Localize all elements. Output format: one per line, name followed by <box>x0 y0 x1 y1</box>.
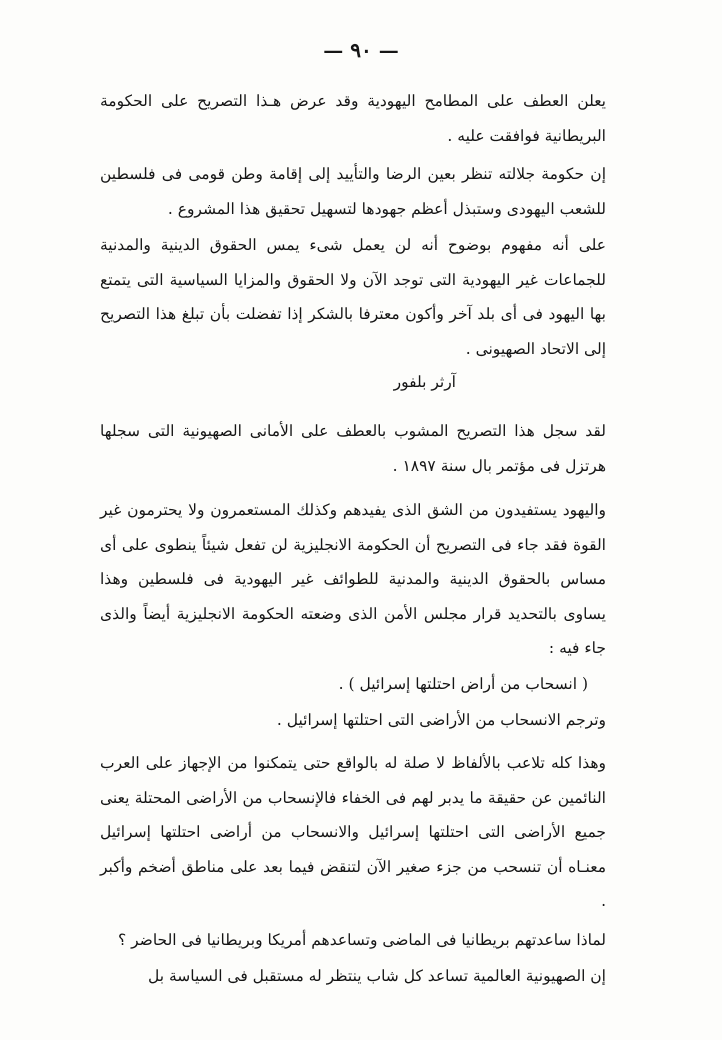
paragraph-6: وترجم الانسحاب من الأراضى التى احتلتها إسرائيل . <box>276 711 606 729</box>
quoted-resolution: ( انسحاب من أراض احتلتها إسرائيل ) . <box>338 675 588 693</box>
paragraph-5: واليهود يستفيدون من الشق الذى يفيدهم وكذلك المستعمرون ولا يحترمون غير القوة فقد جاء فى التصريح أن الحكومة الانجليزية لن تفعل شيئاً ينطوى على أى مساس بالحقوق الدينية والمدنية للطوائف غير اليهودية فى فلسطين وهذا يساوى بالتحديد قرار مجلس الأمن الذى وضعته الحكومة الانجليزية أيضاً والذى جاء فيه : <box>100 501 606 657</box>
paragraph-4: لقد سجل هذا التصريح المشوب بالعطف على الأمانى الصهيونية التى سجلها هرتزل فى مؤتمر بال سنة ١٨٩٧ . <box>100 422 606 475</box>
paragraph-8: لماذا ساعدتهم بريطانيا فى الماضى وتساعدهم أمريكا وبريطانيا فى الحاضر ؟ <box>117 931 606 949</box>
signature: آرثر بلفور <box>393 373 456 391</box>
paragraph-2: إن حكومة جلالته تنظر بعين الرضا والتأييد إلى إقامة وطن قومى فى فلسطين للشعب اليهودى وستبذل أعظم جهودها لتسهيل تحقيق هذا المشروع . <box>100 165 606 218</box>
paragraph-3: على أنه مفهوم بوضوح أنه لن يعمل شىء يمس الحقوق الدينية والمدنية للجماعات غير اليهودية التى توجد الآن ولا الحقوق والمزايا السياسية التى يتمتع بها اليهود فى أى بلد آخر وأكون معترفا بالشكر إذا تفضلت بأن تبلغ هذا التصريح إلى الاتحاد الصهيونى . <box>100 236 606 358</box>
page-number: — ٩٠ — <box>323 38 399 62</box>
paragraph-9: إن الصهيونية العالمية تساعد كل شاب ينتظر له مستقبل فى السياسة بل <box>147 967 606 985</box>
paragraph-1: يعلن العطف على المطامح اليهودية وقد عرض هـذا التصريح على الحكومة البريطانية فوافقت عليه . <box>100 92 606 145</box>
paragraph-7: وهذا كله تلاعب بالألفاظ لا صلة له بالواقع حتى يتمكنوا من الإجهاز على العرب النائمين عن حقيقة ما يدبر لهم فى الخفاء فالإنسحاب من الأراضى المحتلة يعنى جميع الأراضى التى احتلتها إسرائيل والانسحاب من أراضى احتلتها إسرائيل معنـاه أن تنسحب من جزء صغير الآن لتنقض فيما بعد على مناطق أضخم وأكبر . <box>100 754 606 910</box>
